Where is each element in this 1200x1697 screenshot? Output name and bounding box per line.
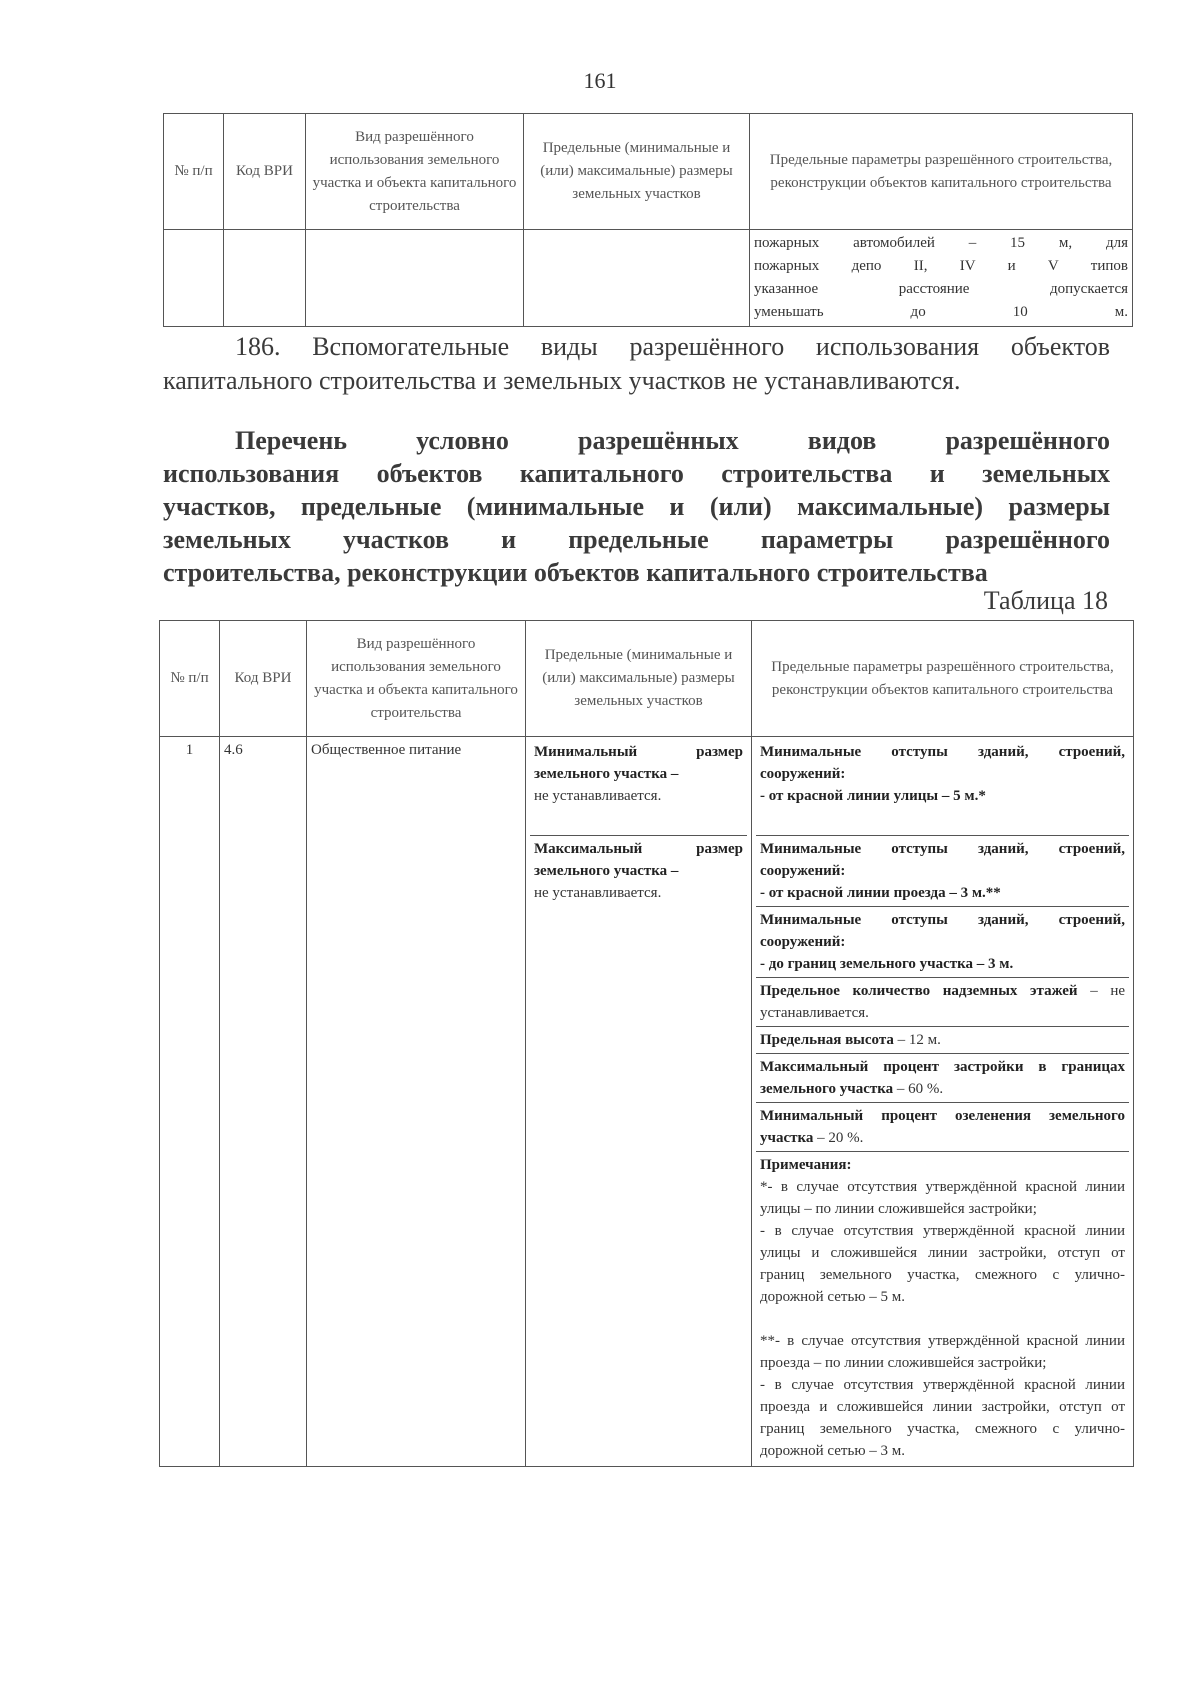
param-greening-percent: Минимальный процент озеленения земельного участка – 20 %. [756, 1102, 1129, 1151]
header-no: № п/п [160, 621, 220, 737]
row-code: 4.6 [220, 737, 307, 1467]
param-setback-driveway: Минимальные отступы зданий, строений, сооружений: - от красной линии проезда – 3 м.** [756, 835, 1129, 906]
header-use-type: Вид разрешённого использования земельного участка и объекта капитального строительства [307, 621, 526, 737]
param-floors: Предельное количество надземных этажей – не устанавливается. [756, 977, 1129, 1026]
continuation-table [163, 113, 1133, 327]
max-size: Максимальный размер земельного участка – не устанавливается. [530, 835, 747, 906]
row-sizes [526, 737, 752, 1467]
header-row [164, 114, 1133, 230]
header-code: Код ВРИ [220, 621, 307, 737]
header-sizes: Предельные (минимальные и (или) максимальные) размеры земельных участков [524, 114, 750, 230]
header-sizes: Предельные (минимальные и (или) максимальные) размеры земельных участков [526, 621, 752, 737]
param-setback-boundary: Минимальные отступы зданий, строений, сооружений: - до границ земельного участка – 3 м. [756, 906, 1129, 977]
header-params: Предельные параметры разрешённого строительства, реконструкции объектов капитального строительства [752, 621, 1134, 737]
continuation-cell: пожарных автомобилей – 15 м, для пожарных депо II, IV и V типов указанное расстояние допускается уменьшать до 10 м. [750, 230, 1133, 327]
header-use-type: Вид разрешённого использования земельного участка и объекта капитального строительства [306, 114, 524, 230]
row-params [752, 737, 1134, 1467]
param-setback-street: Минимальные отступы зданий, строений, сооружений: - от красной линии улицы – 5 м.* [760, 744, 1125, 804]
section-heading: Перечень условно разрешённых видов разрешённого использования объектов капитального строительства и земельных участков, предельные (минимальные и (или) максимальные) размеры земельных участков и предельные параметры разрешённого строительства, реконструкции объектов капитального строительства [163, 426, 1110, 587]
header-row [160, 621, 1134, 737]
row-no: 1 [160, 737, 220, 1467]
page-number: 161 [583, 68, 617, 93]
param-building-percent: Максимальный процент застройки в границах земельного участка – 60 %. [756, 1053, 1129, 1102]
header-params: Предельные параметры разрешённого строительства, реконструкции объектов капитального строительства [750, 114, 1133, 230]
table-row [164, 230, 1133, 327]
min-size: Минимальный размер земельного участка – не устанавливается. [534, 744, 743, 804]
table-18 [159, 620, 1134, 1467]
table-label: Таблица 18 [983, 586, 1108, 615]
paragraph-186: 186. Вспомогательные виды разрешённого использования объектов капитального строительства и земельных участков не устанавливаются. [163, 332, 1110, 395]
param-height: Предельная высота – 12 м. [756, 1026, 1129, 1053]
row-use-type: Общественное питание [307, 737, 526, 1467]
table-row [160, 737, 1134, 1467]
notes: Примечания: *- в случае отсутствия утверждённой красной линии улицы – по линии сложившейся застройки; - в случае отсутствия утверждённой красной линии улицы и сложившейся линии застройки, отступ от границ земельного участка, смежного с улично-дорожной сетью – 5 м. **- в случае отсутствия утверждённой красной линии проезда – по линии сложившейся застройки; - в случае отсутствия утверждённой красной линии проезда и сложившейся линии застройки, отступ от границ земельного участка, смежного с улично-дорожной сетью – 3 м. [756, 1151, 1129, 1464]
header-no: № п/п [164, 114, 224, 230]
header-code: Код ВРИ [224, 114, 306, 230]
